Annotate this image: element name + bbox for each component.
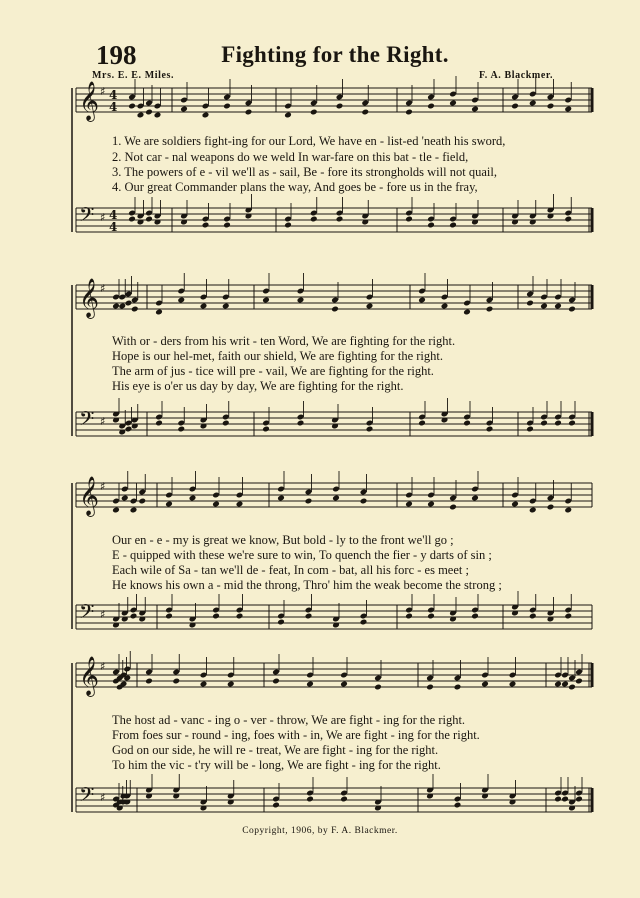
note-head [561,796,569,803]
note-head [336,103,344,110]
note-head [426,684,434,691]
note-head [564,216,572,223]
note-head [297,297,305,304]
note-head [112,303,120,310]
note-head [131,306,139,313]
hymn-title: Fighting for the Right. [221,42,449,67]
note-head [236,501,244,508]
note-head [529,507,537,514]
lyric-line: From foes sur - round - ing, foes with - in, We are fight - ing for the right. [112,728,480,742]
note-head [463,420,471,427]
note-head [331,306,339,313]
note-head [568,306,576,313]
composer-credit: F. A. Blackmer. [479,70,554,81]
lyric-line: 4. Our great Commander plans the way, And goes be - fore us in the fray, [112,180,478,194]
treble-clef-icon: 𝄞 [79,278,100,318]
lyric-line: To him the vic - t'ry will be - long, We are fight - ing for the right. [112,758,441,772]
note-head [202,222,210,229]
note-head [189,495,197,502]
sharp-icon: ♯ [100,608,106,621]
sharp-icon: ♯ [100,791,106,804]
note-head [272,802,280,809]
note-head [540,303,548,310]
note-head [564,613,572,620]
time-signature-top: 4 [109,208,118,222]
note-head [138,498,146,505]
note-head [262,297,270,304]
note-head [529,100,537,107]
note-head [306,796,314,803]
note-head [427,501,435,508]
note-head [236,613,244,620]
note-head [137,112,145,119]
sharp-icon: ♯ [100,282,106,295]
note-head [471,613,479,620]
note-head [118,303,126,310]
note-head [427,613,435,620]
note-head [112,507,120,514]
note-head [361,109,369,116]
note-head [366,303,374,310]
lyric-line: With or - ders from his writ - ten Word, We are fighting for the right. [112,334,456,348]
note-head [418,420,426,427]
note-head [575,678,583,685]
note-head [360,619,368,626]
note-head [128,216,136,223]
note-head [471,106,479,113]
lyric-line: Our en - e - my is great we know, But bold - ly to the front we'll go ; [112,533,454,547]
bass-clef-icon: 𝄢 [79,407,95,435]
note-head [336,216,344,223]
note-head [547,504,555,511]
sharp-icon: ♯ [100,480,106,493]
note-head [154,112,162,119]
note-head [511,501,519,508]
note-head [554,681,562,688]
note-head [305,498,313,505]
note-head [125,426,133,433]
note-head [177,426,185,433]
note-head [130,507,138,514]
lyric-line: Hope is our hel-met, faith our shield, We are fighting for the right. [112,349,443,363]
note-head [202,112,210,119]
bass-clef-icon: 𝄢 [79,203,95,231]
time-signature-bottom: 4 [109,100,118,114]
note-head [454,684,462,691]
lyric-line: E - quipped with these we're sure to win, To quench the fier - y darts of sin ; [112,548,492,562]
note-head [449,222,457,229]
note-head [306,681,314,688]
note-head [121,495,129,502]
sharp-icon: ♯ [100,211,106,224]
lyric-line: 3. The powers of e - vil we'll as - sail, Be - fore its strongholds will not quail, [112,165,497,179]
treble-clef-icon: 𝄞 [79,656,100,696]
treble-clef-icon: 𝄞 [79,476,100,516]
sharp-icon: ♯ [100,660,106,673]
note-head [405,501,413,508]
note-head [145,109,153,116]
note-head [449,100,457,107]
note-head [245,109,253,116]
note-head [540,420,548,427]
note-head [405,216,413,223]
note-head [427,103,435,110]
note-head [310,216,318,223]
copyright-notice: Copyright, 1906, by F. A. Blackmer. [242,826,398,836]
sharp-icon: ♯ [100,85,106,98]
note-head [227,681,235,688]
note-head [200,303,208,310]
note-head [272,678,280,685]
note-head [374,684,382,691]
note-head [486,426,494,433]
note-head [212,613,220,620]
note-head [463,309,471,316]
note-head [284,112,292,119]
note-head [172,678,180,685]
note-head [130,613,138,620]
lyric-line: The host ad - vanc - ing o - ver - throw, We are fight - ing for the right. [112,713,466,727]
note-head [284,222,292,229]
note-head [486,306,494,313]
note-head [554,303,562,310]
note-head [155,420,163,427]
note-head [568,420,576,427]
note-head [405,613,413,620]
note-head [155,309,163,316]
note-head [223,222,231,229]
note-head [405,109,413,116]
note-head [526,300,534,307]
note-head [427,222,435,229]
lyric-line: The arm of jus - tice will pre - vail, We are fighting for the right. [112,364,434,378]
note-head [554,796,562,803]
note-head [526,426,534,433]
lyricist-credit: Mrs. E. E. Miles. [92,70,175,81]
hymn-number: 198 [96,40,137,70]
note-head [223,103,231,110]
lyric-line: 2. Not car - nal weapons do we weld In war-fare on this bat - tle - field, [112,150,469,164]
note-head [145,678,153,685]
note-head [471,495,479,502]
note-head [509,681,517,688]
lyric-line: His eye is o'er us day by day, We are fighting for the right. [112,379,404,393]
note-head [340,796,348,803]
note-head [568,684,576,691]
note-head [180,106,188,113]
note-head [547,103,555,110]
note-head [564,106,572,113]
note-head [262,426,270,433]
note-head [297,420,305,427]
lyric-line: He knows his own a - mid the throng, Thro' him the weak become the strong ; [112,578,502,592]
lyric-line: 1. We are soldiers fight-ing for our Lord, We have en - list-ed 'neath his sword, [112,134,506,148]
note-head [340,681,348,688]
lyric-line: God on our side, he will re - treat, We are fight - ing for the right. [112,743,439,757]
note-head [200,681,208,688]
note-head [529,613,537,620]
note-head [441,303,449,310]
treble-clef-icon: 𝄞 [79,81,100,121]
bass-clef-icon: 𝄢 [79,783,95,811]
note-head [177,297,185,304]
note-head [332,495,340,502]
note-head [305,613,313,620]
sharp-icon: ♯ [100,415,106,428]
note-head [561,681,569,688]
note-head [449,504,457,511]
note-head [310,109,318,116]
note-head [212,501,220,508]
note-head [454,802,462,809]
note-head [360,498,368,505]
note-head [165,613,173,620]
note-head [222,303,230,310]
note-head [165,501,173,508]
time-signature-bottom: 4 [109,220,118,234]
note-head [564,507,572,514]
note-head [277,619,285,626]
note-head [277,495,285,502]
note-head [125,300,133,307]
note-head [222,420,230,427]
note-head [418,297,426,304]
note-head [128,103,136,110]
note-head [481,681,489,688]
bass-clef-icon: 𝄢 [79,600,95,628]
note-head [366,426,374,433]
note-head [145,216,153,223]
lyric-line: Each wile of Sa - tan we'll de - feat, In com - bat, all his forc - es meet ; [112,563,469,577]
note-head [511,103,519,110]
time-signature-top: 4 [109,88,118,102]
note-head [554,420,562,427]
note-head [575,796,583,803]
